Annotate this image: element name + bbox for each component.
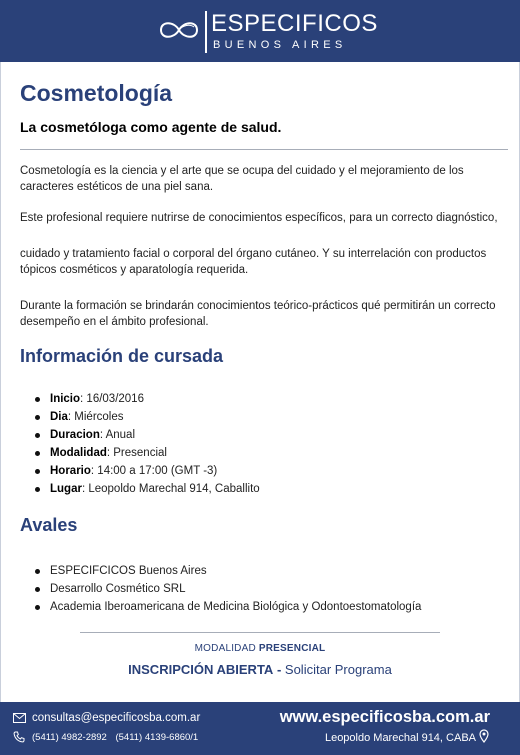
info-item-lugar	[20, 480, 260, 498]
bullet	[35, 587, 40, 592]
divider	[20, 149, 508, 150]
bullet	[35, 605, 40, 610]
bullet	[35, 433, 40, 438]
bullet	[35, 469, 40, 474]
info-item-inicio	[20, 390, 260, 408]
description-paragraph-2: cuidado y tratamiento facial o corporal del órgano cutáneo. Y su interrelación con productos tópicos cosméticos y aparatología requerida.	[20, 248, 487, 276]
info-label: Inicio	[50, 393, 81, 405]
footer-email-link[interactable]: consultas@especificosba.com.ar	[32, 712, 201, 724]
info-item-duracion	[20, 426, 260, 444]
footer-bar	[0, 702, 520, 755]
brand-logo[interactable]	[157, 9, 378, 55]
info-label: Lugar	[50, 483, 82, 495]
info-section-title: Información de cursada	[20, 346, 224, 366]
intro-paragraph: Cosmetología es la ciencia y el arte que se ocupa del cuidado y el mejoramiento de los caracteres estéticos de una piel sana.	[20, 165, 464, 193]
modalidad-label: MODALIDAD	[194, 643, 256, 654]
info-value: : Leopoldo Marechal 914, Caballito	[81, 483, 260, 495]
brand-subtitle: BUENOS AIRES	[213, 39, 347, 51]
info-list	[20, 390, 260, 498]
info-item-dia	[20, 408, 260, 426]
aval-text: Academia Iberoamericana de Medicina Biológica y Odontoestomatología	[50, 601, 422, 613]
bullet	[35, 569, 40, 574]
aval-item	[20, 598, 421, 616]
bullet	[35, 397, 40, 402]
info-label: Dia	[50, 411, 68, 423]
inscripcion-status: INSCRIPCIÓN ABIERTA	[128, 662, 274, 677]
modalidad-value: PRESENCIAL	[258, 643, 326, 654]
info-label: Duracion	[50, 429, 100, 441]
solicitar-programa-link[interactable]: Solicitar Programa	[284, 662, 392, 677]
location-pin-icon	[479, 729, 489, 743]
cta-divider	[80, 632, 440, 633]
brand-name: ESPECIFICOS	[211, 10, 378, 37]
footer-phones	[32, 731, 204, 745]
info-value: : Presencial	[106, 447, 167, 459]
bullet	[35, 415, 40, 420]
inscripcion-line	[0, 662, 520, 677]
header-bar	[0, 0, 520, 62]
phone-number-1[interactable]: (5411) 4982-2892	[32, 732, 107, 743]
bullet	[35, 487, 40, 492]
mail-icon	[13, 713, 26, 723]
aval-text: Desarrollo Cosmético SRL	[50, 583, 186, 595]
info-item-modalidad	[20, 444, 260, 462]
avales-list	[20, 562, 421, 616]
info-item-horario	[20, 462, 260, 480]
aval-item	[20, 562, 421, 580]
modalidad-line	[0, 643, 520, 654]
page-subtitle: La cosmetóloga como agente de salud.	[20, 119, 282, 135]
avales-section-title: Avales	[20, 515, 78, 535]
phone-icon	[13, 731, 25, 743]
info-value: : 14:00 a 17:00 (GMT -3)	[90, 465, 218, 477]
info-value: : Anual	[99, 429, 136, 441]
aval-text: ESPECIFCICOS Buenos Aires	[50, 565, 207, 577]
info-value: : Miércoles	[67, 411, 124, 423]
info-value: : 16/03/2016	[80, 393, 144, 405]
bullet	[35, 451, 40, 456]
info-label: Horario	[50, 465, 91, 477]
info-label: Modalidad	[50, 447, 107, 459]
footer-address: Leopoldo Marechal 914, CABA	[324, 732, 476, 744]
aval-item	[20, 580, 421, 598]
phone-number-2[interactable]: (5411) 4139-6860/1	[115, 732, 199, 743]
page-title: Cosmetología	[20, 80, 173, 106]
description-paragraph-3: Durante la formación se brindarán conocimientos teórico-prácticos qué permitirán un correcto desempeño en el ámbito profesional.	[20, 300, 496, 328]
logo-divider	[205, 11, 207, 53]
footer-website-link[interactable]: www.especificosba.com.ar	[279, 708, 490, 726]
cta-separator: -	[276, 662, 282, 677]
infinity-logo-icon	[157, 15, 201, 45]
description-paragraph-1: Este profesional requiere nutrirse de conocimientos específicos, para un correcto diagnóstico,	[20, 212, 498, 224]
